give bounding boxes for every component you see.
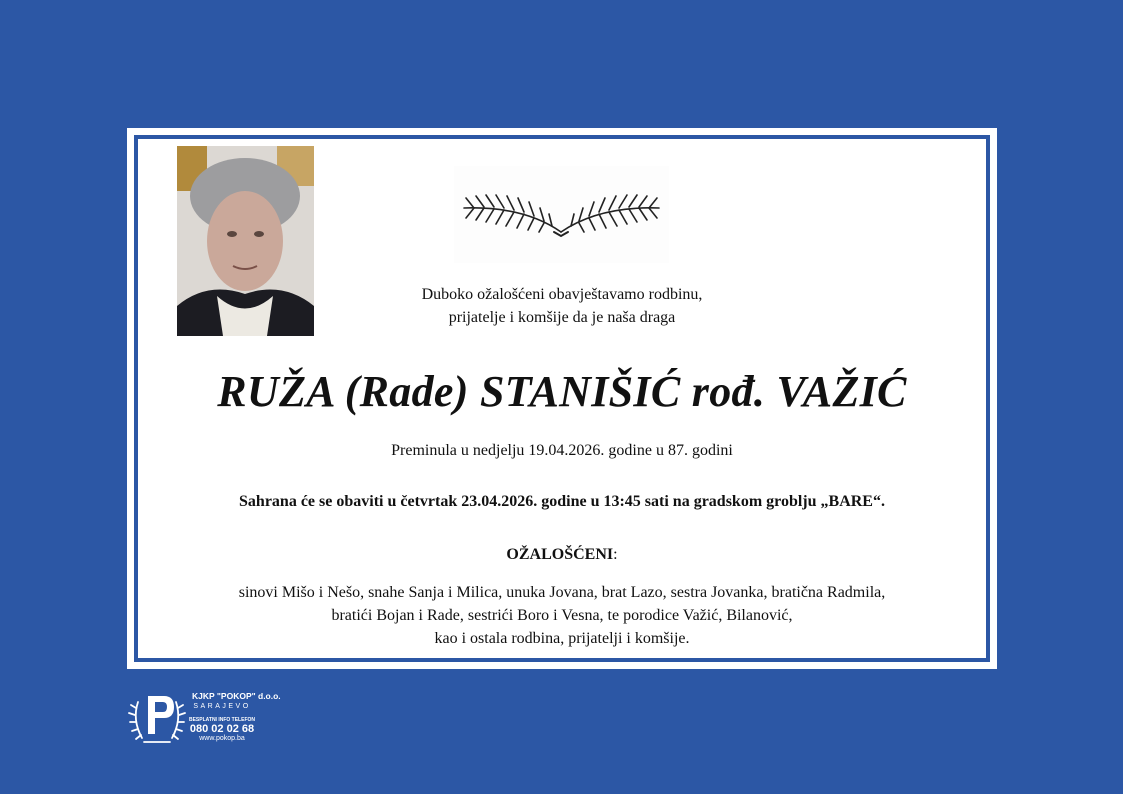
death-notice-card: [127, 128, 997, 669]
funeral-info: Sahrana će se obaviti u četvrtak 23.04.2026. godine u 13:45 sati na gradskom groblju „BARE“.: [239, 493, 885, 510]
mourners-line-2: bratići Bojan i Rade, sestrići Boro i Vesna, te porodice Važić, Bilanović,: [331, 607, 793, 624]
company-website: www.pokop.ba: [199, 735, 245, 742]
mourners-heading: [127, 546, 997, 564]
info-phone-number: 080 02 02 68: [189, 723, 255, 735]
mourners-list: [127, 581, 997, 650]
deceased-name: RUŽA (Rade) STANIŠIĆ rođ. VAŽIĆ: [217, 367, 907, 416]
palm-branches-icon: [454, 166, 669, 263]
intro-line-1: Duboko ožalošćeni obavještavamo rodbinu,: [421, 286, 703, 303]
mourners-colon: :: [613, 546, 618, 563]
company-name: KJKP "POKOP" d.o.o.: [192, 691, 281, 701]
death-date-text: Preminula u nedjelju 19.04.2026. godine u 87. godini: [391, 442, 733, 459]
info-phone-label: BESPLATNI INFO TELEFON: [188, 717, 256, 723]
company-city: SARAJEVO: [193, 703, 251, 710]
mourners-title: OŽALOŠĆENI: [506, 546, 614, 563]
mourners-line-3: kao i ostala rodbina, prijatelji i komšije.: [434, 630, 690, 647]
mourners-line-1: sinovi Mišo i Nešo, snahe Sanja i Milica, unuka Jovana, brat Lazo, sestra Jovanka, bratična Radmila,: [238, 584, 886, 601]
intro-text: [127, 283, 997, 329]
company-info: [188, 691, 292, 742]
intro-line-2: prijatelje i komšije da je naša draga: [448, 309, 676, 326]
